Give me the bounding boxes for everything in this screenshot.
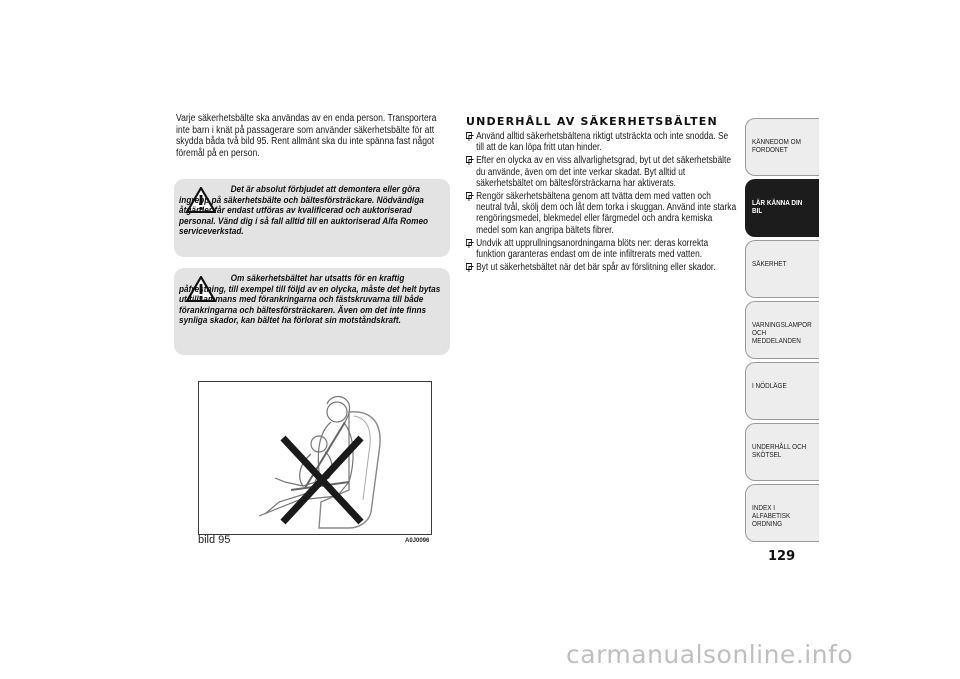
checkbox-bullet-icon xyxy=(466,132,472,139)
seat-illustration xyxy=(199,382,431,534)
list-item: Rengör säkerhetsbältena genom att tvätta dem med vatten och neutral tvål, skölj dem och låt dem torka i skuggan. Använd inte starka rengöringsmedel, blekmedel eller färgmedel och andra kemiska medel som kan angripa bältets fibrer. xyxy=(466,191,736,236)
maintenance-list xyxy=(466,131,736,275)
tab-kannedom-om-fordonet[interactable]: KÄNNEDOM OM FORDONET xyxy=(745,118,819,176)
figure-95 xyxy=(198,381,432,535)
list-item: Undvik att upprullningsanordningarna blöts ner: deras korrekta funktion garanteras endast om de inte infiltrerats med vatten. xyxy=(466,238,736,260)
watermark: carmanualsonline.info xyxy=(566,640,854,669)
list-item: Använd alltid säkerhetsbältena riktigt utsträckta och inte snodda. Se till att de kan löpa fritt utan hinder. xyxy=(466,131,736,153)
checkbox-bullet-icon xyxy=(466,156,472,163)
tab-index[interactable]: INDEX I ALFABETISK ORDNING xyxy=(745,484,819,542)
tab-varningslampor[interactable]: VARNINGSLAMPOR OCH MEDDELANDEN xyxy=(745,301,819,359)
warning-box-1 xyxy=(174,179,450,257)
tab-sakerhet[interactable]: SÄKERHET xyxy=(745,240,819,298)
tab-i-nodlage[interactable]: I NÖDLÄGE xyxy=(745,362,819,420)
chapter-tabs xyxy=(745,118,819,545)
checkbox-bullet-icon xyxy=(466,192,472,199)
warning-box-2 xyxy=(174,268,450,355)
figure-caption: bild 95 xyxy=(198,534,231,546)
tab-underhall-och-skotsel[interactable]: UNDERHÅLL OCH SKÖTSEL xyxy=(745,423,819,481)
tab-lar-kanna-din-bil[interactable]: LÄR KÄNNA DIN BIL xyxy=(745,179,819,237)
checkbox-bullet-icon xyxy=(466,263,472,270)
list-item: Byt ut säkerhetsbältet när det bär spår av förslitning eller skador. xyxy=(466,262,736,273)
section-title: UNDERHÅLL AV SÄKERHETSBÄLTEN xyxy=(466,115,718,128)
page-number: 129 xyxy=(768,549,796,564)
list-item: Efter en olycka av en viss allvarlighetsgrad, byt ut det säkerhetsbälte du använde, även om det inte verkar skadat. Byt alltid ut säkerhetsbältet om bältesförsträckarna har aktiverats. xyxy=(466,155,736,189)
figure-code: A0J0096 xyxy=(405,538,430,544)
warning-text-1: Det är absolut förbjudet att demontera eller göra ingrepp på säkerhetsbälte och bältesförsträckare. Nödvändiga åtgärder får endast utföras av kvalificerad och auktoriserad personal. Vänd dig i så fall alltid till en auktoriserad Alfa Romeo serviceverkstad. xyxy=(179,184,429,237)
checkbox-bullet-icon xyxy=(466,239,472,246)
intro-paragraph: Varje säkerhetsbälte ska användas av en enda person. Transportera inte barn i knät på passagerare som använder säkerhetsbälte för att skydda båda två bild 95. Rent allmänt ska du inte spänna fast något föremål på en person. xyxy=(176,113,437,159)
warning-text-2: Om säkerhetsbältet har utsatts för en kraftig påfrestning, till exempel till följd av en olycka, måste det helt bytas ut tillsammans med förankringarna och fästskruvarna till både förankringarna och bältesförsträckaren. Även om det inte finns synliga skador, kan bältet ha förlorat sin motståndskraft. xyxy=(179,273,441,326)
